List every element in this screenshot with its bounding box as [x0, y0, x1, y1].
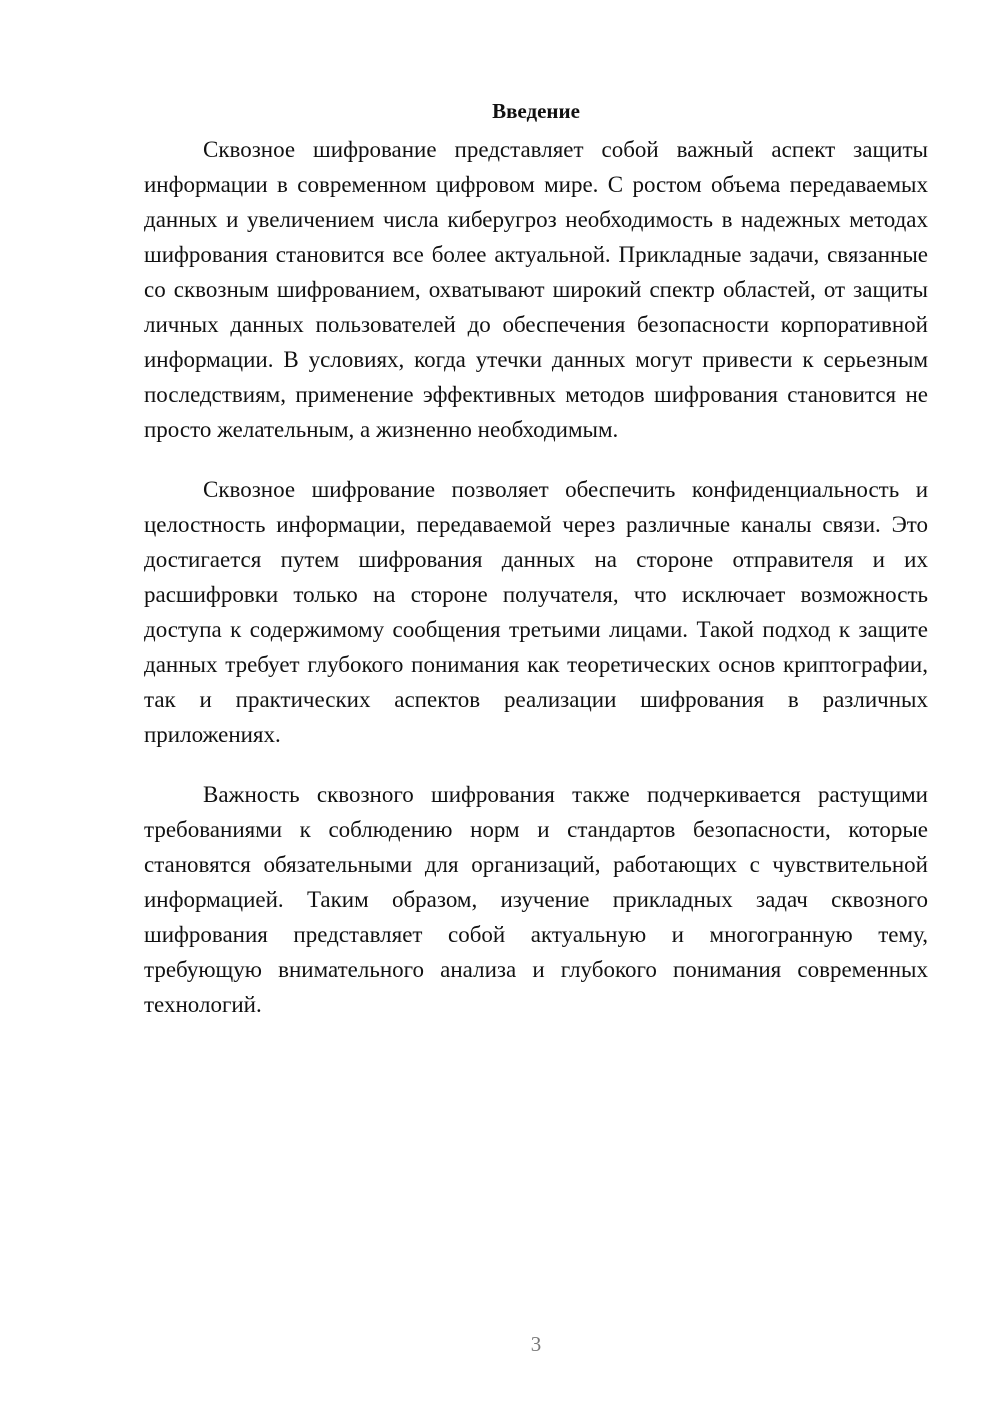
document-body: [144, 96, 928, 1047]
paragraph-1: Сквозное шифрование представляет собой важный аспект защиты информации в современном цифровом мире. С ростом объема передаваемых данных и увеличением числа киберугроз необходимость в надежных методах шифрования становится все более актуальной. Прикладные задачи, связанные со сквозным шифрованием, охватывают широкий спектр областей, от защиты личных данных пользователей до обеспечения безопасности корпоративной информации. В условиях, когда утечки данных могут привести к серьезным последствиям, применение эффективных методов шифрования становится не просто желательным, а жизненно необходимым.: [144, 137, 928, 442]
paragraph-2: Сквозное шифрование позволяет обеспечить конфиденциальность и целостность информации, передаваемой через различные каналы связи. Это достигается путем шифрования данных на стороне отправителя и их расшифровки только на стороне получателя, что исключает возможность доступа к содержимому сообщения третьими лицами. Такой подход к защите данных требует глубокого понимания как теоретических основ криптографии, так и практических аспектов реализации шифрования в различных приложениях.: [144, 477, 928, 747]
section-title: Введение: [492, 99, 580, 123]
page-number: 3: [530, 1332, 542, 1356]
paragraph-3: Важность сквозного шифрования также подчеркивается растущими требованиями к соблюдению норм и стандартов безопасности, которые становятся обязательными для организаций, работающих с чувствительной информацией. Таким образом, изучение прикладных задач сквозного шифрования представляет собой актуальную и многогранную тему, требующую внимательного анализа и глубокого понимания современных технологий.: [144, 782, 928, 1017]
